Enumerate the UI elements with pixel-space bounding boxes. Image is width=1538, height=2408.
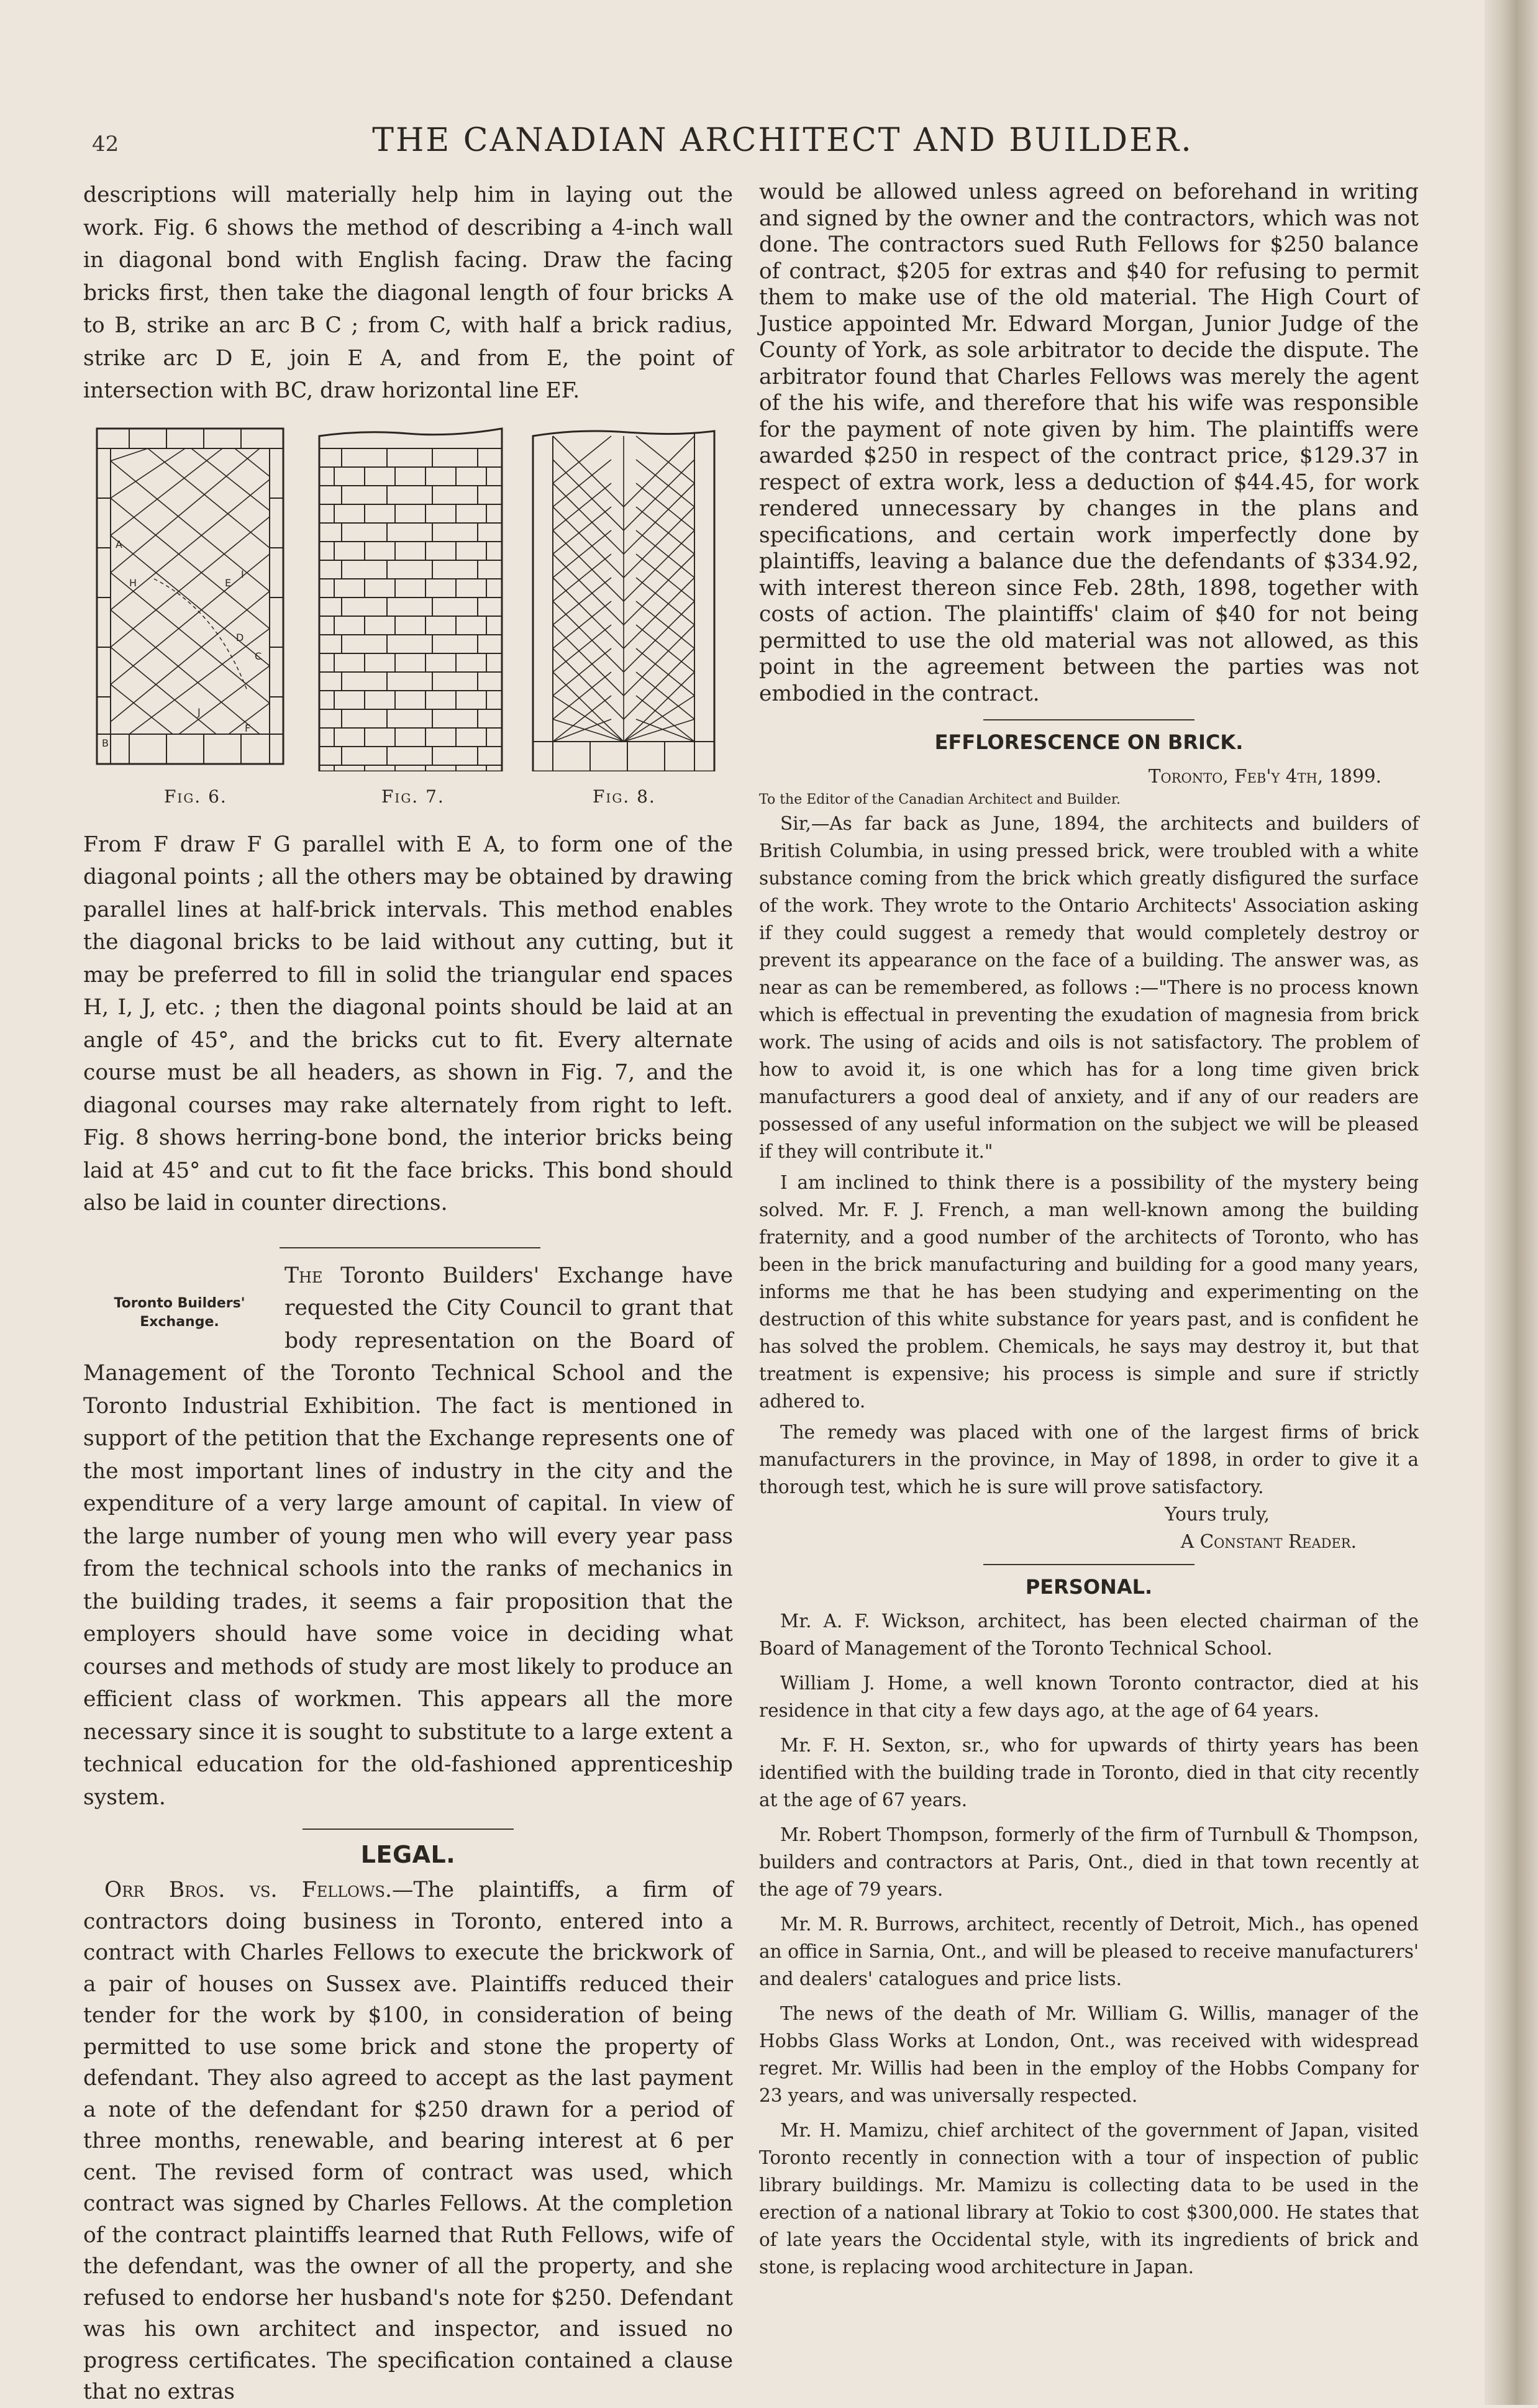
personal-item: Mr. M. R. Burrows, architect, recently of Detroit, Mich., has opened an office in Sarnia, Ont., and will be pleased to receive manufacturers' and dealers' catalogues and price lists.	[759, 1914, 1419, 1989]
efflorescence-heading: EFFLORESCENCE ON BRICK.	[934, 730, 1244, 754]
personal-item: Mr. F. H. Sexton, sr., who for upwards of thirty years has been identified with the building trade in Toronto, died in that city recently at the age of 67 years.	[759, 1735, 1419, 1811]
exchange-paragraph	[83, 1260, 733, 1814]
efflorescence-para-1: Sir,—As far back as June, 1894, the architects and builders of British Columbia, in using pressed brick, were troubled with a white substance coming from the brick which greatly disfigured the surface of the work. They wrote to the Ontario Architects' Association asking if they could suggest a remedy that would completely destroy or prevent its appearance on the face of a building. The answer was, as near as can be remembered, as follows :—"There is no process known which is effectual in preventing the exudation of magnesia from brick work. The using of acids and oils is not satisfactory. The problem of how to avoid it, is one which has for a long time given brick manufacturers a good deal of anxiety, and if any of our readers are possessed of any useful information on the subject we will be pleased if they will contribute it."	[759, 813, 1419, 1162]
svg-text:H: H	[129, 576, 137, 589]
brick-bond-figures	[83, 424, 733, 821]
personal-item: Mr. H. Mamizu, chief architect of the government of Japan, visited Toronto recently in connection with a tour of inspection of public library buildings. Mr. Mamizu is collecting data to be used in the erection of a national library at Tokio to cost $300,000. He states that of late years the Occidental style, with its ingredients of brick and stone, is replacing wood architecture in Japan.	[759, 2120, 1419, 2278]
intro-paragraph: descriptions will materially help him in laying out the work. Fig. 6 shows the method of describing a 4-inch wall in diagonal bond with English facing. Draw the facing bricks first, then take the diagonal length of four bricks A to B, strike an arc B C ; from C, with half a brick radius, strike arc D E, join E A, and from E, the point of intersection with BC, draw horizontal line EF.	[83, 183, 733, 403]
svg-text:E: E	[225, 576, 232, 589]
page-number: 42	[92, 132, 119, 157]
efflorescence-dateline: Toronto, Feb'y 4th, 1899.	[1148, 766, 1381, 787]
personal-item: Mr. A. F. Wickson, architect, has been elected chairman of the Board of Management of the Toronto Technical School.	[759, 1611, 1419, 1659]
efflorescence-closing: Yours truly,	[1165, 1504, 1270, 1525]
fig-7-english-bond	[314, 424, 507, 771]
legal-case-title: Orr Bros. vs. Fellows.	[104, 1878, 392, 1902]
efflorescence-signature: A Constant Reader.	[1180, 1531, 1357, 1552]
legal-paragraph	[83, 1874, 733, 2408]
svg-text:A: A	[116, 538, 122, 550]
fig-8-caption: Fig. 8.	[593, 786, 656, 807]
fig-6-diagonal-bond	[92, 424, 291, 771]
svg-text:C: C	[255, 650, 262, 662]
left-column	[83, 179, 733, 2408]
running-title: THE CANADIAN ARCHITECT AND BUILDER.	[372, 122, 1193, 159]
page-edge-shadow	[1485, 0, 1538, 2405]
efflorescence-addressee: To the Editor of the Canadian Architect and Builder.	[759, 792, 1121, 807]
personal-item: Mr. Robert Thompson, formerly of the firm of Turnbull & Thompson, builders and contractors at Paris, Ont., died in that town recently at the age of 79 years.	[759, 1824, 1419, 1900]
exchange-side-title: Toronto Builders' Exchange.	[114, 1295, 245, 1330]
legal-heading: LEGAL.	[360, 1841, 456, 1868]
fig-8-herringbone-bond	[528, 424, 721, 771]
personal-item: The news of the death of Mr. William G. Willis, manager of the Hobbs Glass Works at London, Ont., was received with widespread regret. Mr. Willis had been in the employ of the Hobbs Company for 23 years, and was universally respected.	[759, 2003, 1419, 2106]
exchange-body: Toronto Builders' Exchange have requested the City Council to grant that body representation on the Board of Management of the Toronto Technical School and the Toronto Industrial Exhibition. The fact is mentioned in support of the petition that the Exchange represents one of the most important lines of industry in the city and the expenditure of a very large amount of capital. In view of the large number of young men who will every year pass from the technical schools into the ranks of mechanics in the building trades, it seems a fair proposition that the employers should have some voice in deciding what courses and methods of study are most likely to produce an efficient class of workmen. This appears all the more necessary since it is sought to substitute to a large extent a technical education for the old-fashioned apprenticeship system.	[83, 1263, 733, 1810]
personal-item: William J. Home, a well known Toronto contractor, died at his residence in that city a few days ago, at the age of 64 years.	[759, 1673, 1419, 1721]
right-column	[759, 179, 1419, 2281]
personal-heading: PERSONAL.	[1025, 1575, 1153, 1599]
legal-body: —The plaintiffs, a firm of contractors doing business in Toronto, entered into a contract with Charles Fellows to execute the brickwork of a pair of houses on Sussex ave. Plaintiffs reduced their tender for the work by $100, in consideration of being permitted to use some brick and stone the property of defendant. They also agreed to accept as the last payment a note of the defendant for $250 drawn for a period of three months, renewable, and bearing interest at 6 per cent. The revised form of contract was used, which contract was signed by Charles Fellows. At the completion of the contract plaintiffs learned that Ruth Fellows, wife of the defendant, was the owner of all the property, and she refused to endorse her husband's note for $250. Defendant was his own architect and inspector, and issued no progress certificates. The specification contained a clause that no extras	[83, 1878, 733, 2404]
fig-7-caption: Fig. 7.	[381, 786, 445, 807]
svg-text:J: J	[198, 706, 201, 718]
legal-continued: would be allowed unless agreed on beforehand in writing and signed by the owner and the contractors, which was not done. The contractors sued Ruth Fellows for $250 balance of contract, $205 for extras and $40 for refusing to permit them to make use of the old material. The High Court of Justice appointed Mr. Edward Morgan, Junior Judge of the County of York, as sole arbitrator to decide the dispute. The arbitrator found that Charles Fellows was merely the agent of the his wife, and therefore that his wife was responsible for the payment of note given by him. The plaintiffs were awarded $250 in respect of the contract price, $129.37 in respect of extra work, less a deduction of $44.45, for work rendered unnecessary by changes in the plans and specifications, and certain work imperfectly done by plaintiffs, leaving a balance due the defendants of $334.92, with interest thereon since Feb. 28th, 1898, together with costs of action. The plaintiffs' claim of $40 for not being permitted to use the old material was not allowed, as this point in the agreement between the parties was not embodied in the contract.	[759, 179, 1419, 706]
svg-text:D: D	[236, 631, 244, 643]
fig-6-caption: Fig. 6.	[164, 786, 227, 807]
section-divider	[983, 719, 1194, 720]
svg-text:I: I	[241, 568, 244, 580]
section-divider	[983, 1564, 1194, 1565]
bond-paragraph: From F draw F G parallel with E A, to form one of the diagonal points ; all the others may be obtained by drawing parallel lines at half-brick intervals. This method enables the diagonal bricks to be laid without any cutting, but it may be preferred to fill in solid the triangular end spaces H, I, J, etc. ; then the diagonal points should be laid at an angle of 45°, and the bricks cut to fit. Every alternate course must be all headers, as shown in Fig. 7, and the diagonal courses may rake alternately from right to left. Fig. 8 shows herring-bone bond, the interior bricks being laid at 45° and cut to fit the face bricks. This bond should also be laid in counter directions.	[83, 832, 733, 1215]
section-divider	[303, 1829, 514, 1830]
personal-list	[759, 1607, 1419, 2281]
section-divider	[280, 1247, 540, 1248]
svg-text:F: F	[245, 722, 251, 734]
efflorescence-para-2: I am inclined to think there is a possibility of the mystery being solved. Mr. F. J. French, a man well-known among the building fraternity, and a good number of the architects of Toronto, who has been in the brick manufacturing and building for a good many years, informs me that he has been studying and experimenting on the destruction of this white substance for years past, and is confident he has solved the problem. Chemicals, he says may destroy it, but that treatment is expensive; his process is simple and sure if strictly adhered to.	[759, 1172, 1419, 1412]
efflorescence-para-3: The remedy was placed with one of the largest firms of brick manufacturers in the province, in May of 1898, in order to give it a thorough test, which he is sure will prove satisfactory.	[759, 1422, 1419, 1497]
exchange-lead: The	[284, 1263, 323, 1288]
svg-text:B: B	[102, 737, 109, 749]
exchange-item	[83, 1260, 733, 1814]
